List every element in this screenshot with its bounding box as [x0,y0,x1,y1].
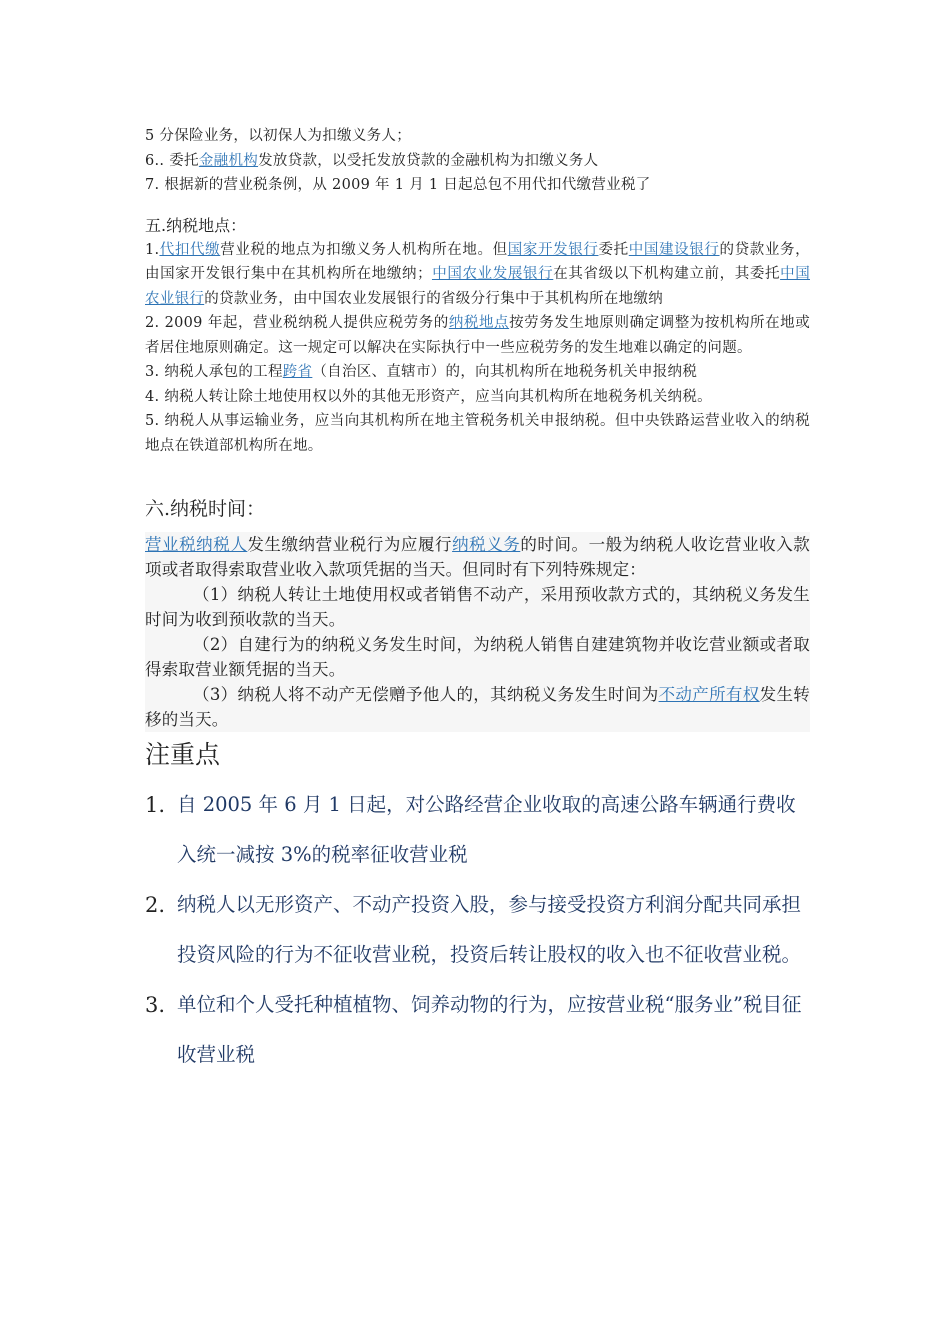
text: 2. 2009 年起，营业税纳税人提供应税劳务的 [145,315,449,331]
text: 按劳务发生地原则确定调整为按机构所在地或者居住地原则确定。这一规定可以解决在实际执行中一些应税劳务的发生地难以确定的问题。 [145,315,811,356]
link-tax-obligation[interactable]: 纳税义务 [452,535,521,554]
text: （3）纳税人将不动产无偿赠予他人的，其纳税义务发生时间为 [193,685,659,704]
text: 自 2005 年 6 月 1 日起，对公路经营企业收取的高速公路车辆通行费收入统一减按 3%的税率征收营业税 [177,793,796,866]
link-property-ownership[interactable]: 不动产所有权 [658,685,760,704]
link-tax-location[interactable]: 纳税地点 [448,315,510,331]
list-number: 1. [145,793,166,817]
section-6-body [145,532,810,732]
text: 发生转移的当天。 [145,685,810,729]
text: 1. [145,241,160,258]
section-5-para-5: 5. 纳税人从事运输业务，应当向其机构所在地主管税务机关申报纳税。但中央铁路运营业收入的纳税地点在铁道部机构所在地。 [145,413,810,454]
link-abc[interactable]: 中国农业银行 [145,266,810,307]
key-point-item [145,780,810,880]
text: 3. 纳税人承包的工程 [145,364,283,380]
key-points-title: 注重点 [145,740,221,769]
intro-line-3 [145,173,810,198]
section-6-item-2: （2）自建行为的纳税义务发生时间，为纳税人销售自建建筑物并收讫营业额或者取得索取营业额凭据的当天。 [145,635,810,679]
section-5-para-1 [145,238,810,312]
link-ccb[interactable]: 中国建设银行 [628,241,720,258]
text: 7. 根据新的营业税条例，从 2009 年 1 月 1 日起总包不用代扣代缴营业税了 [145,177,651,193]
link-cross-province[interactable]: 跨省 [282,364,313,380]
list-number: 3. [145,993,166,1017]
text: 5 分保险业务，以初保人为扣缴义务人； [145,128,412,144]
key-point-item [145,880,810,980]
text: 的贷款业务，由国家开发银行集中在其机构所在地缴纳； [145,241,810,282]
section-6-title: 六.纳税时间： [145,498,266,520]
section-6-item-1: （1）纳税人转让土地使用权或者销售不动产，采用预收款方式的，其纳税义务发生时间为收到预收款的当天。 [145,585,810,629]
link-adbc[interactable]: 中国农业发展银行 [431,266,554,282]
link-taxpayer[interactable]: 营业税纳税人 [145,535,248,554]
text: 单位和个人受托种植植物、饲养动物的行为，应按营业税“服务业”税目征收营业税 [177,993,802,1066]
text: 纳税人以无形资产、不动产投资入股，参与接受投资方利润分配共同承担投资风险的行为不征收营业税，投资后转让股权的收入也不征收营业税。 [177,893,802,966]
section-5-para-4: 4. 纳税人转让除土地使用权以外的其他无形资产，应当向其机构所在地税务机关纳税。 [145,388,712,405]
text: 营业税的地点为扣缴义务人机构所在地。但 [220,241,508,258]
text: 的时间。一般为纳税人收讫营业收入款项或者取得索取营业收入款项凭据的当天。但同时有下列特殊规定： [145,535,810,579]
link-financial-institution[interactable]: 金融机构 [198,152,259,169]
section-5-title: 五.纳税地点： [145,215,247,235]
text: （自治区、直辖市）的，向其机构所在地税务机关申报纳税 [312,364,698,380]
intro-line-2 [145,149,810,174]
link-withholding[interactable]: 代扣代缴 [159,241,221,258]
text: 的贷款业务，由中国农业发展银行的省级分行集中于其机构所在地缴纳 [204,290,663,307]
text: 6.. 委托 [145,152,199,169]
text: 在其省级以下机构建立前，其委托 [553,266,781,282]
link-cdb[interactable]: 国家开发银行 [507,241,599,258]
section-6-item-3 [145,682,810,732]
document-page [145,124,810,1080]
intro-line-1 [145,124,810,149]
text: 委托 [598,241,629,258]
text: 发生缴纳营业税行为应履行 [247,535,453,554]
key-point-item [145,980,810,1080]
key-points-list [145,780,810,1080]
section-5-para-2 [145,311,810,360]
section-5-para-3 [145,360,810,385]
section-6-para-1 [145,532,810,582]
list-number: 2. [145,893,166,917]
text: 发放贷款，以受托发放贷款的金融机构为扣缴义务人 [258,152,599,169]
